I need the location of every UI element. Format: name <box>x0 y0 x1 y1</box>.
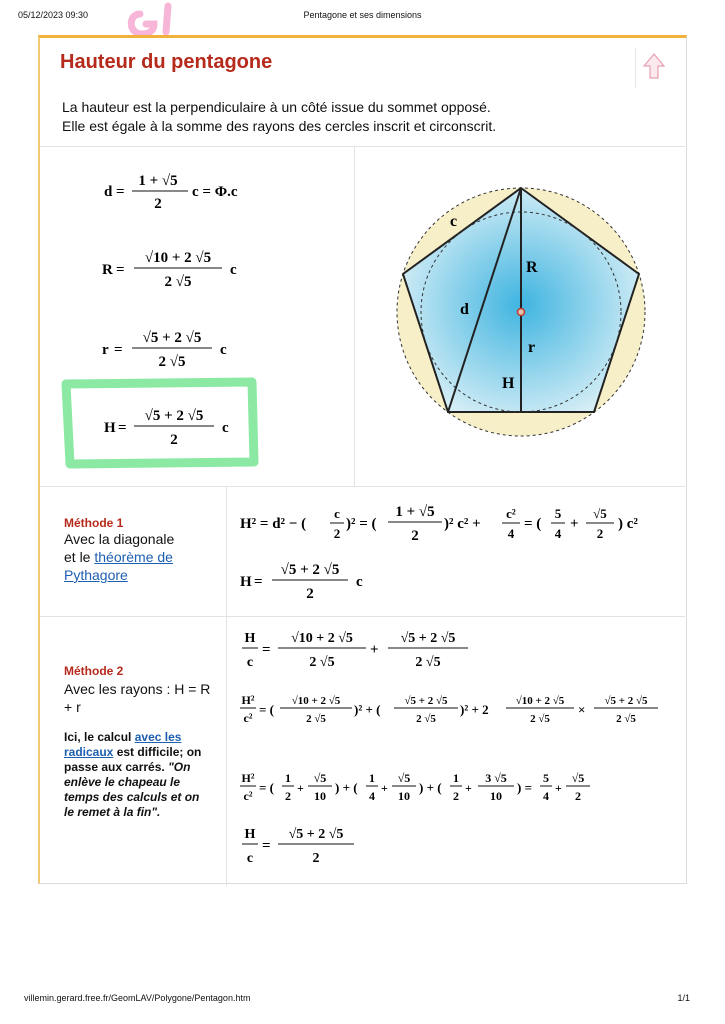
svg-text:H: H <box>240 574 252 590</box>
method2-note: Ici, le calcul avec les radicaux est difficile; on passe aux carrés. "On enlève le chapeau le temps des calculs et on le remet à la fin". <box>64 730 202 819</box>
svg-text:H: H <box>244 631 256 646</box>
svg-text:2: 2 <box>170 432 178 448</box>
svg-text:c²: c² <box>243 789 253 803</box>
svg-text:√5 + 2 √5: √5 + 2 √5 <box>144 408 204 424</box>
svg-text:=: = <box>254 574 263 590</box>
svg-text:)² + 2: )² + 2 <box>460 702 489 717</box>
svg-text:2 √5: 2 √5 <box>158 354 186 370</box>
svg-text:c: c <box>222 420 229 436</box>
method1-equation-2 <box>240 556 440 608</box>
method1-equation-1 <box>240 496 680 550</box>
page-title: Hauteur du pentagone <box>60 51 273 73</box>
svg-text:) c²: ) c² <box>618 516 638 532</box>
svg-text:2: 2 <box>333 526 341 541</box>
formula-r <box>102 324 292 379</box>
svg-text:=: = <box>114 342 123 358</box>
svg-text:=: = <box>262 642 271 658</box>
svg-text:) + (: ) + ( <box>335 780 358 795</box>
svg-text:2: 2 <box>596 526 604 541</box>
svg-text:10: 10 <box>314 789 326 803</box>
method2-label: Méthode 2 <box>64 664 124 678</box>
radicals-link[interactable]: avec les radicaux <box>64 730 182 759</box>
pentagon-figure <box>392 180 652 440</box>
svg-text:√10 + 2 √5: √10 + 2 √5 <box>291 695 341 707</box>
svg-text:+: + <box>465 781 472 795</box>
divider <box>40 146 685 147</box>
svg-text:r: r <box>102 342 109 358</box>
svg-text:10: 10 <box>398 789 410 803</box>
svg-text:√5 + 2 √5: √5 + 2 √5 <box>288 827 344 842</box>
back-to-top-button[interactable] <box>635 48 672 88</box>
svg-text:4: 4 <box>554 526 562 541</box>
method1-description: Avec la diagonale et le théorème de Pythagore <box>64 531 175 583</box>
svg-text:= (: = ( <box>259 780 274 795</box>
svg-text:3 √5: 3 √5 <box>485 771 507 785</box>
svg-text:) + (: ) + ( <box>419 780 442 795</box>
svg-text:c: c <box>334 506 340 521</box>
svg-text:H: H <box>244 827 256 842</box>
svg-text:√5: √5 <box>313 771 327 785</box>
method1-label: Méthode 1 <box>64 516 124 530</box>
intro-text: La hauteur est la perpendiculaire à un côté issue du sommet opposé. Elle est égale à la somme des rayons des cercles inscrit et circonscrit. <box>62 99 497 134</box>
svg-text:1: 1 <box>285 771 291 785</box>
svg-text:2: 2 <box>312 851 320 866</box>
svg-text:=: = <box>116 184 125 200</box>
svg-text:2 √5: 2 √5 <box>309 655 335 670</box>
svg-text:c: c <box>246 851 254 866</box>
svg-text:2 √5: 2 √5 <box>530 713 550 725</box>
svg-text:c: c <box>356 574 363 590</box>
svg-text:H: H <box>104 420 116 436</box>
svg-text:2 √5: 2 √5 <box>306 713 326 725</box>
formula-H <box>104 402 294 457</box>
label-d: d <box>460 301 469 318</box>
svg-text:+: + <box>370 642 379 658</box>
svg-text:+: + <box>555 781 562 795</box>
svg-text:)² c² +: )² c² + <box>444 516 481 532</box>
svg-text:2: 2 <box>285 789 291 803</box>
svg-text:2 √5: 2 √5 <box>164 274 192 290</box>
method2-equation-1 <box>240 624 500 674</box>
content-card <box>38 35 687 884</box>
label-r: r <box>528 339 536 356</box>
divider <box>40 486 685 487</box>
svg-text:2: 2 <box>411 528 419 544</box>
svg-text:1: 1 <box>369 771 375 785</box>
svg-text:= (: = ( <box>524 516 542 532</box>
svg-text:R: R <box>102 262 113 278</box>
svg-text:1 + √5: 1 + √5 <box>395 504 435 520</box>
svg-text:c: c <box>220 342 227 358</box>
svg-text:H² = d² − (: H² = d² − ( <box>240 516 307 532</box>
svg-text:×: × <box>578 702 586 717</box>
label-H: H <box>502 375 515 392</box>
svg-text:√5 + 2 √5: √5 + 2 √5 <box>142 330 202 346</box>
print-url: villemin.gerard.free.fr/GeomLAV/Polygone/Pentagon.htm <box>24 993 251 1003</box>
print-datetime: 05/12/2023 09:30 <box>18 10 89 20</box>
print-title: Pentagone et ses dimensions <box>303 10 422 20</box>
svg-text:2: 2 <box>575 789 581 803</box>
svg-text:√10 + 2 √5: √10 + 2 √5 <box>515 695 565 707</box>
divider <box>226 486 227 886</box>
svg-text:+: + <box>297 781 304 795</box>
svg-text:= (: = ( <box>259 702 274 717</box>
svg-text:d: d <box>104 184 113 200</box>
svg-text:+: + <box>381 781 388 795</box>
svg-text:√5 + 2 √5: √5 + 2 √5 <box>604 695 648 707</box>
svg-text:√10 + 2 √5: √10 + 2 √5 <box>144 250 212 266</box>
svg-text:√5 + 2 √5: √5 + 2 √5 <box>404 695 448 707</box>
svg-text:1 + √5: 1 + √5 <box>138 173 178 189</box>
svg-text:√10 + 2 √5: √10 + 2 √5 <box>291 631 353 646</box>
pythagoras-link[interactable]: théorème de Pythagore <box>64 549 173 583</box>
svg-text:2 √5: 2 √5 <box>416 713 436 725</box>
formula-d <box>104 168 294 221</box>
svg-text:√5: √5 <box>397 771 411 785</box>
svg-text:c = Φ.c: c = Φ.c <box>192 184 238 200</box>
method2-equation-2 <box>240 680 680 738</box>
print-page-number: 1/1 <box>677 993 690 1003</box>
svg-text:4: 4 <box>543 789 549 803</box>
svg-text:4: 4 <box>369 789 375 803</box>
svg-text:H²: H² <box>241 771 255 785</box>
svg-text:1: 1 <box>453 771 459 785</box>
method2-description: Avec les rayons : H = R + r <box>64 681 211 715</box>
svg-text:)² = (: )² = ( <box>346 516 377 532</box>
label-c: c <box>450 213 458 230</box>
svg-text:4: 4 <box>507 526 515 541</box>
svg-text:√5 + 2 √5: √5 + 2 √5 <box>400 631 456 646</box>
svg-text:=: = <box>118 420 127 436</box>
formula-R <box>102 244 292 299</box>
svg-text:c: c <box>246 655 254 670</box>
svg-text:) =: ) = <box>517 780 532 795</box>
svg-text:c²: c² <box>506 506 516 521</box>
svg-text:+: + <box>570 516 579 532</box>
svg-text:c²: c² <box>243 711 253 725</box>
method2-equation-4 <box>240 820 440 872</box>
divider <box>40 616 685 617</box>
svg-text:√5: √5 <box>571 771 585 785</box>
label-R: R <box>526 259 538 276</box>
svg-text:2 √5: 2 √5 <box>616 713 636 725</box>
center-point <box>518 309 525 316</box>
svg-text:2: 2 <box>453 789 459 803</box>
svg-text:√5 + 2 √5: √5 + 2 √5 <box>280 562 340 578</box>
svg-text:5: 5 <box>543 771 549 785</box>
svg-text:2: 2 <box>154 196 162 212</box>
svg-text:H²: H² <box>241 693 255 707</box>
svg-text:=: = <box>116 262 125 278</box>
svg-text:2 √5: 2 √5 <box>415 655 441 670</box>
svg-text:2: 2 <box>306 586 314 602</box>
svg-text:=: = <box>262 838 271 854</box>
svg-text:√5: √5 <box>593 506 607 521</box>
divider <box>354 146 355 486</box>
svg-text:)² + (: )² + ( <box>354 702 381 717</box>
method2-equation-3 <box>240 760 680 814</box>
svg-text:5: 5 <box>554 506 562 521</box>
svg-text:c: c <box>230 262 237 278</box>
svg-text:10: 10 <box>490 789 502 803</box>
up-arrow-icon <box>636 48 672 88</box>
